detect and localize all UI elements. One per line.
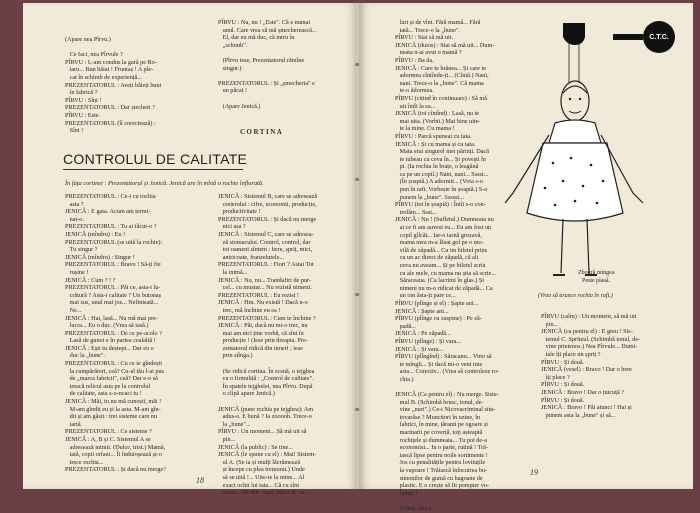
text-line: În spatele tejghelei, nea Pîrvu. După — [218, 382, 313, 390]
text-line: unul. Care vrea să mă șmecherească... — [218, 26, 317, 34]
caricature-illustration — [483, 23, 683, 333]
text-line: PÎRVU (citind în continuare) : Să mă — [395, 94, 487, 102]
text-line: JENICĂ : Măi, tu nu mă cunoști, măi ! — [65, 398, 162, 406]
text-line: mai sus, unul mai jos... Nefinisată... — [65, 299, 159, 307]
text-line: PÎRVU : L-am condus la gară pe Ro- — [65, 58, 157, 66]
text-line: PREZENTATORUL : De ce pe-acolo ? — [65, 329, 162, 337]
text-line: PREZENTATORUL : Cu ce te gîndești — [65, 360, 162, 368]
text-line: PREZENTATORUL : Cum te închine ? — [218, 314, 316, 322]
text-line: PREZENTATORUL : Bravo ! Să-ți fie — [65, 261, 161, 269]
title-underline — [63, 169, 243, 170]
text-line: trec, mă închine eu ea ! — [218, 306, 281, 314]
text-line: marinarii pe coverță, toți așteaptă — [395, 429, 483, 437]
text-line: JENICĂ (tot cîntînd) : Lasă, nu te — [395, 110, 480, 118]
text-line: JENICĂ : Pe zăpadă... — [395, 330, 451, 338]
text-line: plastic. E o crește să fii pompier vo- — [395, 482, 489, 490]
text-line: îți place ? — [541, 373, 570, 381]
text-line: luntar ! — [395, 489, 418, 497]
text-line: la cumpărători, ceă? Cu-al tău l-ai pus — [65, 367, 164, 375]
text-line: Sînt ! — [65, 127, 84, 135]
text-line: taru... Bun băiat ! Fruntaș ! A ple- — [65, 66, 154, 74]
text-line: orfan... De mic copil, bătut de va- — [218, 489, 307, 497]
text-line: nani. Trece-o la „bune". Că mama — [395, 79, 484, 87]
text-line: productivitate ! — [218, 208, 261, 216]
text-line: ca pe un copil.) Nani, nani... Sssst... — [395, 170, 489, 178]
text-line: El, dar eu mă duc, că intru în — [218, 34, 295, 42]
page-number-left: 18 — [196, 476, 204, 485]
text-line: de calitate, asta s-o-ncaci tu ! — [65, 390, 142, 398]
text-line: mul B. (Schimbă brusc, tonul, de- — [395, 398, 484, 406]
text-line — [395, 497, 499, 505]
text-line: PREZENTATORUL (îl corectează) : — [65, 119, 156, 127]
illustration-caption: (Vrea să arunce rochia în raft.) — [538, 293, 613, 299]
text-line: JENICĂ (la public) : Se tine... — [218, 443, 293, 451]
text-line: de „marca fabricii", ceă? Dar e-o să — [65, 375, 158, 383]
text-line: JENICĂ (vesel) : Bravo ! Dar o bere — [541, 366, 632, 374]
text-line: ceva nu aveam... Și pe biletel scria — [395, 262, 486, 269]
text-line: PÎRVU (calm) : Un moment, să mă uit — [541, 313, 637, 320]
text-line: o clipă apare Jenică.) — [218, 390, 275, 398]
text-line: PÎRVU : Sînt ! — [65, 96, 102, 104]
text-line: treacă relicul asta pe la controlul — [65, 382, 151, 390]
text-line: asta ? — [65, 200, 84, 208]
text-line: PÎRVU : Este. — [65, 111, 101, 119]
text-line: vilă de zăpadă... Cu un biletel prins — [395, 246, 488, 254]
text-line: mama mea m-a lăsat gol pe o mo- — [395, 239, 484, 247]
text-line: PÎRVU : Și două. — [541, 381, 585, 389]
text-line: (Se ridică cortina. În scenă, o tejghea — [218, 367, 315, 375]
text-line: adresează inimii. (Dulce, trist.) Mamă, — [65, 443, 166, 451]
text-line: antricoate, franzelutele... — [218, 253, 284, 261]
text-line: PREZENTATORUL : Dar ștecheri ? — [65, 104, 155, 112]
text-line: chia.) — [395, 375, 414, 383]
text-line: JENICĂ : Bravo ! Păi atunci ! Hai și — [541, 404, 632, 412]
text-line: trece rochia... — [65, 458, 104, 466]
text-line: cu ale mele, cu mama nu știa să scrie... — [395, 269, 496, 277]
text-line: PREZENTATORUL : Păi ce, asta-i lu- — [65, 284, 161, 292]
text-line: vine „nuri".) Ce-i Nicovacriminal situ- — [395, 406, 496, 414]
text-line: PREZENTATORUL : Tu ai făcut-o ? — [65, 223, 157, 231]
text-line: sunonilor de gumă cu bagoane de — [395, 474, 483, 482]
text-line: producție ! (Iese prin dreapta. Pre- — [218, 337, 308, 345]
text-line: zentatorul ridică din umeri ; iese — [218, 344, 303, 352]
text-line: PÎRVU : Stai să mă uit. — [395, 34, 453, 42]
text-line: nici așa ? — [218, 223, 246, 231]
text-line — [395, 384, 499, 392]
left-col1-bottom — [65, 193, 166, 474]
text-line: JENICĂ (duios) : Stai să mă uit... Dum- — [395, 41, 495, 49]
text-line: te iubeau cu ceva în... Și povești în — [395, 155, 486, 163]
text-line: adus-o. E bună ? Ia zooooh. Trece-o — [218, 413, 312, 421]
text-line: tată, copii orfani... Îi înduioșează și-o — [65, 451, 162, 459]
text-line: (Apare nea Pîrvu.) — [65, 36, 111, 43]
text-line: adormea cîntîndu-ți... (Cîntă.) Nani, — [395, 72, 489, 80]
text-line: singur.) — [218, 64, 242, 72]
text-line: „schimb". — [218, 41, 248, 49]
text-line: rochițele și dumneata... Tu poi de-a — [395, 436, 487, 444]
text-line: PÎRVU : Parcă spuneai cu tata. — [395, 132, 472, 140]
text-line: PREZENTATORUL (se uită la rochie): — [65, 238, 163, 246]
text-line: Ne... — [65, 306, 82, 314]
text-line: la inimă... — [218, 268, 248, 276]
text-line: PÎRVU (plînge și el) : Șapte ani... — [395, 299, 479, 307]
text-line: creierului : cifre, economii, producție, — [218, 200, 317, 208]
text-line: JENICĂ : Păi, dacă nu mi-o trec, nu — [218, 322, 308, 330]
page-title: CONTROLUL DE CALITATE — [63, 151, 248, 167]
text-line — [218, 72, 317, 80]
text-line: nat-o. — [65, 215, 84, 223]
text-line: mai am nici ține vorbă, că sînt în — [218, 329, 304, 337]
text-line: trolăm... Ssst... — [395, 208, 437, 216]
text-line: JENICĂ : Ești tu deștept... Dar eu o — [65, 344, 154, 352]
text-line: Lasă de gunoi e în partea cealaltă ! — [65, 337, 156, 345]
text-line — [218, 49, 317, 57]
text-line: Săraceaua. (Ca lacrimi în glas.) Și — [395, 277, 484, 285]
text-line: JENICĂ : Hm. Nu există ! Dacă n-o — [218, 299, 308, 307]
text-line: padă... — [395, 322, 416, 330]
text-line: tată... Trece-o la „bune". — [395, 26, 461, 34]
right-col2 — [541, 313, 640, 419]
text-line: PREZENTATORUL : Eu rezist ! — [218, 291, 299, 299]
text-line: asta... Corectiv... (Vrea să controleze ro- — [395, 368, 500, 376]
text-line: tovarăse ? Muncitori în uzine, în — [395, 413, 481, 421]
hand-shape-icon — [563, 23, 585, 45]
text-line: te mîngîi... Și dacă mi-o veni mie — [395, 360, 483, 368]
text-line: neata n-ai avut o mamă ? — [395, 49, 462, 57]
text-line: pin... — [541, 320, 559, 328]
text-line: PÎRVU : Ba da. — [395, 56, 434, 64]
text-line: PREZENTATORUL : Ce sisteme ? — [65, 428, 152, 436]
text-line: cu un ac direct de zăpadă, că alt — [395, 254, 479, 262]
text-line: un păcat ! — [218, 87, 248, 95]
text-line: (În șoaptă.) A adormit... (Vrea s-o — [395, 178, 483, 186]
text-line: mai uita. (Vorbit.) Mai bine uite- — [395, 117, 481, 125]
text-line: copil gîlcăt... Iar-o iarnă grozavă, — [395, 231, 482, 239]
text-line: PÎRVU (plînge) : Și vara... — [395, 337, 462, 345]
text-line: (Pîrvu iese, Prezentatorul rămîne — [218, 56, 305, 64]
text-line: M-am gîndit eu și la asta. M-am gîn- — [65, 405, 161, 413]
text-line: JENICĂ : Și vara... — [395, 345, 444, 353]
text-line: JENICĂ : Sistemul C, care se adresea- — [218, 230, 314, 238]
text-line: JENICĂ : Hai, lasă... Nu mă mai pre- — [65, 314, 158, 322]
text-line: te-o ădormea. — [395, 87, 434, 95]
cortina-label: CORTINA — [240, 128, 284, 136]
text-line: JENICĂ : Cum ? ! ? — [65, 276, 116, 284]
text-line: tale îți place un șpriț ? — [541, 350, 601, 358]
text-line: dit și am găsit : trei sisteme care nu — [65, 413, 157, 421]
text-line — [218, 95, 317, 103]
text-line: la vapoare ! Trăiască înlocuirea bu- — [395, 467, 488, 475]
text-line: Mata erai singurel mei părinți. Dacă — [395, 148, 489, 156]
left-col2-top — [218, 19, 317, 110]
text-line: Jos cu penalitățile pentru lovituțile — [395, 459, 486, 467]
text-line: prin stînga.) — [218, 352, 253, 360]
text-line: și începe cu plea tremurat.) Unde — [218, 466, 305, 474]
text-line: crătură ? Asta-i calitate ? Un butonaș — [65, 291, 162, 299]
text-line: cu o firmuliță : „Control de calitate". — [218, 375, 314, 383]
text-line: ză stomacului. Control, control, dar — [218, 238, 311, 246]
text-line: JENICĂ (pune rochia pe tejghea): Am — [218, 405, 314, 413]
text-line: temul C. Spritzul. (Schimbă tonul, de- — [541, 335, 641, 343]
text-line: PÎRVU : Nu, nu ! „Este". Că e numai — [218, 19, 311, 26]
text-line — [218, 398, 317, 406]
text-line: JENICĂ : Nu ! (Sufletul.) Dumneata nu — [395, 216, 494, 224]
text-line: cat în schimb de experiență... — [65, 73, 142, 81]
page-number-right: 19 — [530, 468, 538, 477]
text-line: economisi... Iu o parte, rutină ! Tră- — [395, 444, 488, 452]
text-line: să se uită !... Uite-te la mine... Al — [218, 473, 305, 481]
text-line: JENICĂ : Și cu mama și cu tata. — [395, 140, 476, 148]
drawing-caption-2: Peste plasă. — [582, 278, 610, 284]
text-line: Ce faci, nea Pîrvule ? — [65, 51, 123, 59]
text-line: JENICĂ : E gata. Acum am termi- — [65, 208, 151, 216]
text-line: PREZENTATORUL : Și „șmecheria" e — [218, 79, 315, 87]
text-line: iartă. — [65, 420, 83, 428]
text-line: uit întîi la ea... — [395, 102, 436, 110]
text-line: JENICĂ : Nu, nu... Trandafiri de pur- — [218, 276, 312, 284]
text-line: PÎRVU (tot în șoaptă) : Întîi s-o con- — [395, 201, 486, 209]
text-line: punem la „bune". Ssssst... — [395, 193, 464, 201]
text-line: (Cîntă, dirz.) — [395, 505, 432, 512]
stage-direction-intro: În fața cortinei : Prezentatorul și Jenică. Jenică are în mînă o rochie înflorată. — [65, 180, 264, 187]
text-line: vine prietenos.) Nea Pîrvule... Dumi- — [541, 343, 638, 351]
text-line: punem asta la „bune" și să... — [541, 411, 616, 419]
text-line: rușine ! — [65, 268, 89, 276]
text-line: la „bune"... — [218, 420, 251, 428]
text-line: PREZENTATORUL : Aveți băieți buni — [65, 81, 162, 89]
text-line — [218, 360, 317, 368]
drawing-caption-1: Zbogră mingea — [578, 270, 615, 276]
text-line: pi. (Ia rochia în brațe, o leagănă — [395, 163, 479, 171]
text-line: PREZENTATORUL : Și dacă nu merge — [218, 215, 317, 223]
text-line: nimeni nu m-o ridicat de zăpadă... Ca — [395, 284, 493, 292]
text-line — [65, 44, 161, 52]
left-col1-top — [65, 36, 161, 135]
text-line: JENICĂ : Bravo ! Dar o țuicuță ? — [541, 388, 624, 396]
text-line: PÎRVU (plînge cu suspine) : Pe ză- — [395, 315, 482, 323]
text-line: luri și de vînt. Fără mamă... Fără — [395, 19, 481, 26]
text-line: PREZENTATORUL : Și dacă nu merge? — [65, 466, 166, 474]
text-line: JENICĂ (mîndru) : Singur ! — [65, 253, 135, 261]
text-line: lucra... Eu o duc. (Vrea să iasă.) — [65, 322, 149, 330]
text-line: în fabrică ? — [65, 89, 98, 97]
text-line: duc la „bune". — [65, 352, 105, 360]
ctc-logo-badge: C.T.C. — [643, 21, 675, 53]
text-line: JENICĂ (ca pentru el) : E greu ! Sis- — [541, 328, 633, 336]
open-book — [3, 3, 697, 512]
text-line: exact ochii lui tata... Că cu sînt — [218, 481, 300, 489]
text-line: PREZENTATORUL : Ce-i cu rochia — [65, 193, 156, 200]
text-line: JENICĂ (le spune cu el) : Mai! Sistem- — [218, 451, 317, 459]
text-line: (Apare Jenică.) — [218, 102, 261, 110]
text-line: PREZENTATORUL : Fiori ? Astai Tot — [218, 261, 314, 269]
text-line: JENICĂ (Ca pentru el) : Nu merge. Siste- — [395, 391, 499, 399]
text-line: ai ce fi am auvest eu... Eu am fost un — [395, 224, 492, 232]
text-line: fabrici, în mine, țăranii pe ogoare și — [395, 421, 488, 429]
text-line: PÎRVU (plîngînd) : Săracanu... Vino să — [395, 353, 492, 361]
text-line: JENICĂ (mîndru) : Eu ! — [65, 230, 126, 238]
text-line: JENICĂ : Care te hrănea... Și care te — [395, 64, 487, 72]
text-line: te la mine. Cu mama ! — [395, 125, 455, 133]
text-line: cel... cu muștar... Nu rezistă nimeni. — [218, 284, 312, 292]
text-line: JENICĂ : A, B și C. Sistemul A se — [65, 436, 151, 443]
text-line: Tu singur ? — [65, 246, 98, 254]
text-line: pin... — [218, 436, 236, 443]
text-line: ul A. (Se ia și mulți lăcrămează — [218, 458, 301, 466]
text-line: PÎRVU : Și două. — [541, 358, 585, 366]
text-line: iască lipse pentru noile sortimente ! — [395, 451, 488, 459]
left-col2-bottom — [218, 193, 317, 497]
text-line: un om ăsta-ți pare ce... — [395, 292, 456, 300]
text-line: tot oameni sîntem : bere, șpriț, mici, — [218, 246, 313, 254]
text-line: PÎRVU : Și două. — [541, 396, 585, 404]
text-line: JENICĂ : Sistemul B, care se adresează — [218, 193, 318, 200]
text-line: JENICĂ : Șapte ani... — [395, 307, 449, 315]
text-line: PÎRVU : Un moment... Să mă uit să — [218, 428, 307, 436]
text-line: pun în raft. Vorbește în șoaptă.) S-o — [395, 186, 488, 194]
